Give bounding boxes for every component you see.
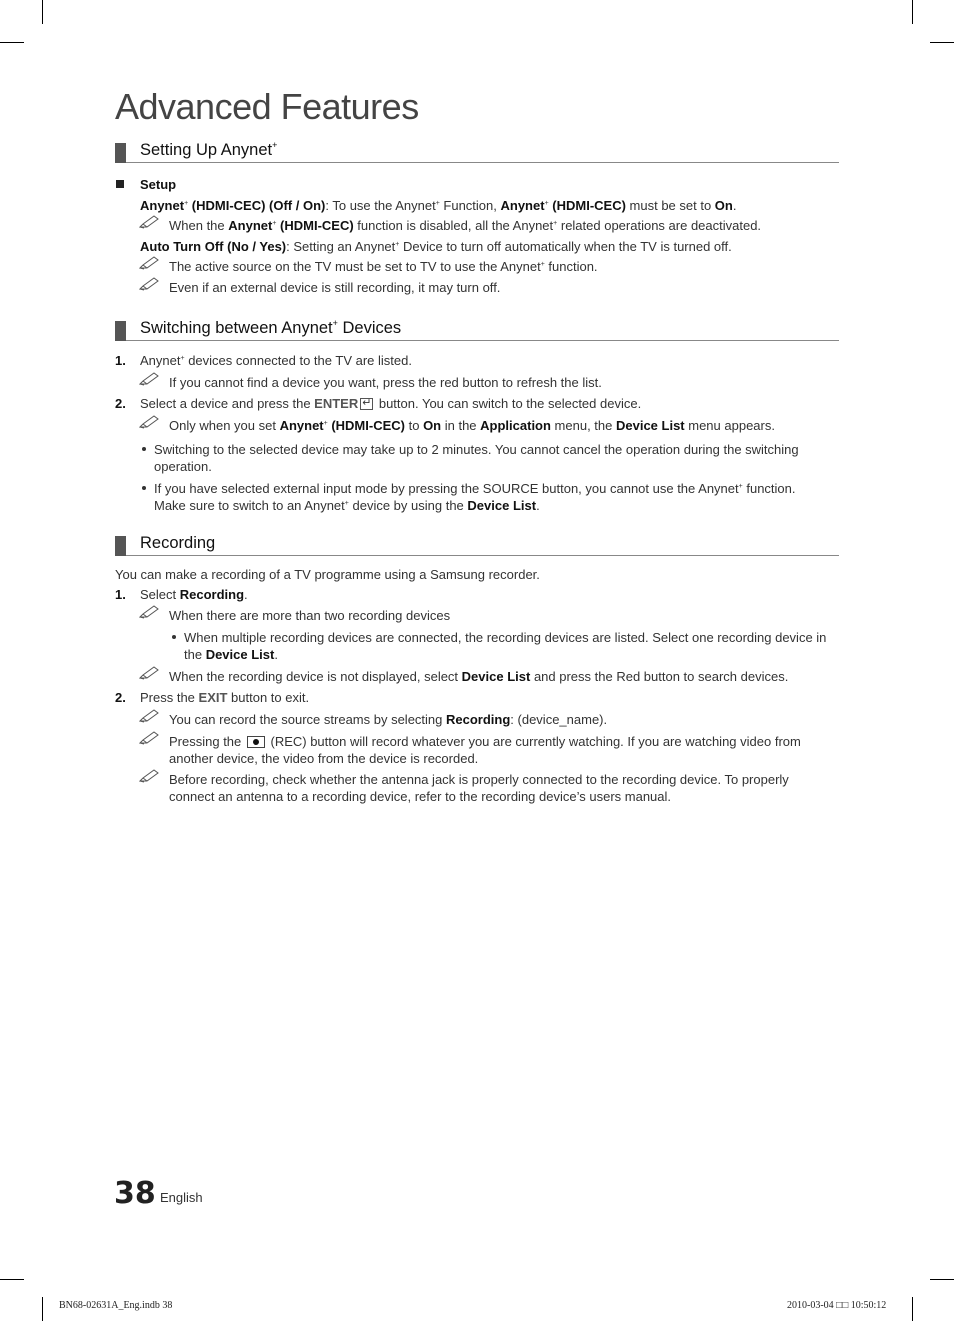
section-title: Switching between Anynet+ Devices bbox=[140, 318, 402, 337]
crop-mark bbox=[930, 42, 954, 43]
note-refresh-list: If you cannot find a device you want, press the red button to refresh the list. bbox=[169, 375, 602, 390]
rec-button-icon bbox=[247, 736, 265, 748]
bullet-icon bbox=[142, 486, 146, 490]
section-title: Setting Up Anynet+ bbox=[140, 140, 278, 159]
list-number: 1. bbox=[115, 353, 126, 368]
bullet-external-input: If you have selected external input mode by pressing the SOURCE button, you cannot use the Anynet+ function. Make sure to switch to an Anynet+ device by using the Device List. bbox=[154, 481, 796, 513]
auto-turn-off-item: Auto Turn Off (No / Yes): Setting an Anynet+ Device to turn off automatically when the TV is turned off. bbox=[140, 239, 732, 254]
list-item: Anynet+ devices connected to the TV are listed. bbox=[140, 353, 412, 368]
note-device-not-displayed: When the recording device is not displayed, select Device List and press the Red button to search devices. bbox=[169, 669, 789, 684]
note-record-source-streams: You can record the source streams by selecting Recording: (device_name). bbox=[169, 712, 608, 727]
section-bar bbox=[115, 143, 126, 163]
bullet-select-device: When multiple recording devices are connected, the recording devices are listed. Select one recording device in the Device List. bbox=[184, 630, 827, 662]
pencil-note-icon bbox=[139, 215, 161, 229]
crop-mark bbox=[0, 42, 24, 43]
anynet-hdmi-cec-item: Anynet+ (HDMI-CEC) (Off / On): To use the Anynet+ Function, Anynet+ (HDMI-CEC) must be set to On. bbox=[140, 198, 737, 213]
list-item: Press the EXIT button to exit. bbox=[140, 690, 310, 705]
page-language: English bbox=[160, 1190, 203, 1205]
note-hdmi-cec-disabled: When the Anynet+ (HDMI-CEC) function is disabled, all the Anynet+ related operations are deactivated. bbox=[169, 218, 762, 233]
crop-mark bbox=[42, 0, 43, 24]
pencil-note-icon bbox=[139, 709, 161, 723]
pencil-note-icon bbox=[139, 666, 161, 680]
note-active-source: The active source on the TV must be set to TV to use the Anynet+ function. bbox=[169, 259, 598, 274]
section-bar bbox=[115, 321, 126, 341]
pencil-note-icon bbox=[139, 277, 161, 291]
crop-mark bbox=[930, 1279, 954, 1280]
section-title: Recording bbox=[140, 534, 216, 552]
setup-label: Setup bbox=[140, 177, 177, 192]
pencil-note-icon bbox=[139, 372, 161, 386]
section-heading-switching-devices bbox=[115, 318, 839, 341]
bullet-icon bbox=[142, 447, 146, 451]
list-number: 1. bbox=[115, 587, 126, 602]
note-device-list-appears: Only when you set Anynet+ (HDMI-CEC) to On in the Application menu, the Device List menu appears. bbox=[169, 418, 775, 433]
note-multiple-devices: When there are more than two recording devices bbox=[169, 608, 451, 623]
list-number: 2. bbox=[115, 396, 126, 411]
note-antenna-jack: Before recording, check whether the antenna jack is properly connected to the recording device. To properly connect an antenna to a recording device, refer to the recording device’s users manual. bbox=[169, 772, 789, 804]
crop-mark bbox=[912, 1297, 913, 1321]
print-footer-left: BN68-02631A_Eng.indb 38 bbox=[59, 1300, 173, 1311]
section-bar bbox=[115, 536, 126, 556]
square-bullet-icon bbox=[116, 180, 124, 188]
list-item: Select a device and press the ENTER↵ button. You can switch to the selected device. bbox=[140, 395, 641, 412]
pencil-note-icon bbox=[139, 256, 161, 270]
crop-mark bbox=[912, 0, 913, 24]
print-footer-right: 2010-03-04 □□ 10:50:12 bbox=[787, 1300, 887, 1311]
enter-key-icon bbox=[360, 398, 373, 410]
pencil-note-icon bbox=[139, 731, 161, 745]
note-rec-button: Pressing the (REC) button will record whatever you are currently watching. If you are watching video from another device, the video from the device is recorded. bbox=[169, 734, 801, 766]
list-number: 2. bbox=[115, 690, 126, 705]
pencil-note-icon bbox=[139, 415, 161, 429]
crop-mark bbox=[0, 1279, 24, 1280]
list-item: Select Recording. bbox=[140, 587, 248, 602]
note-external-recording: Even if an external device is still recording, it may turn off. bbox=[169, 280, 501, 295]
section-heading-recording bbox=[115, 533, 839, 556]
crop-mark bbox=[42, 1297, 43, 1321]
bullet-icon bbox=[172, 635, 176, 639]
page-number: 38 bbox=[114, 1176, 156, 1211]
recording-intro: You can make a recording of a TV programme using a Samsung recorder. bbox=[115, 567, 540, 582]
section-heading-setting-up-anynet bbox=[115, 140, 839, 163]
page-title: Advanced Features bbox=[115, 86, 419, 127]
pencil-note-icon bbox=[139, 769, 161, 783]
bullet-switching-time: Switching to the selected device may take up to 2 minutes. You cannot cancel the operation during the switching operation. bbox=[154, 442, 799, 474]
pencil-note-icon bbox=[139, 605, 161, 619]
